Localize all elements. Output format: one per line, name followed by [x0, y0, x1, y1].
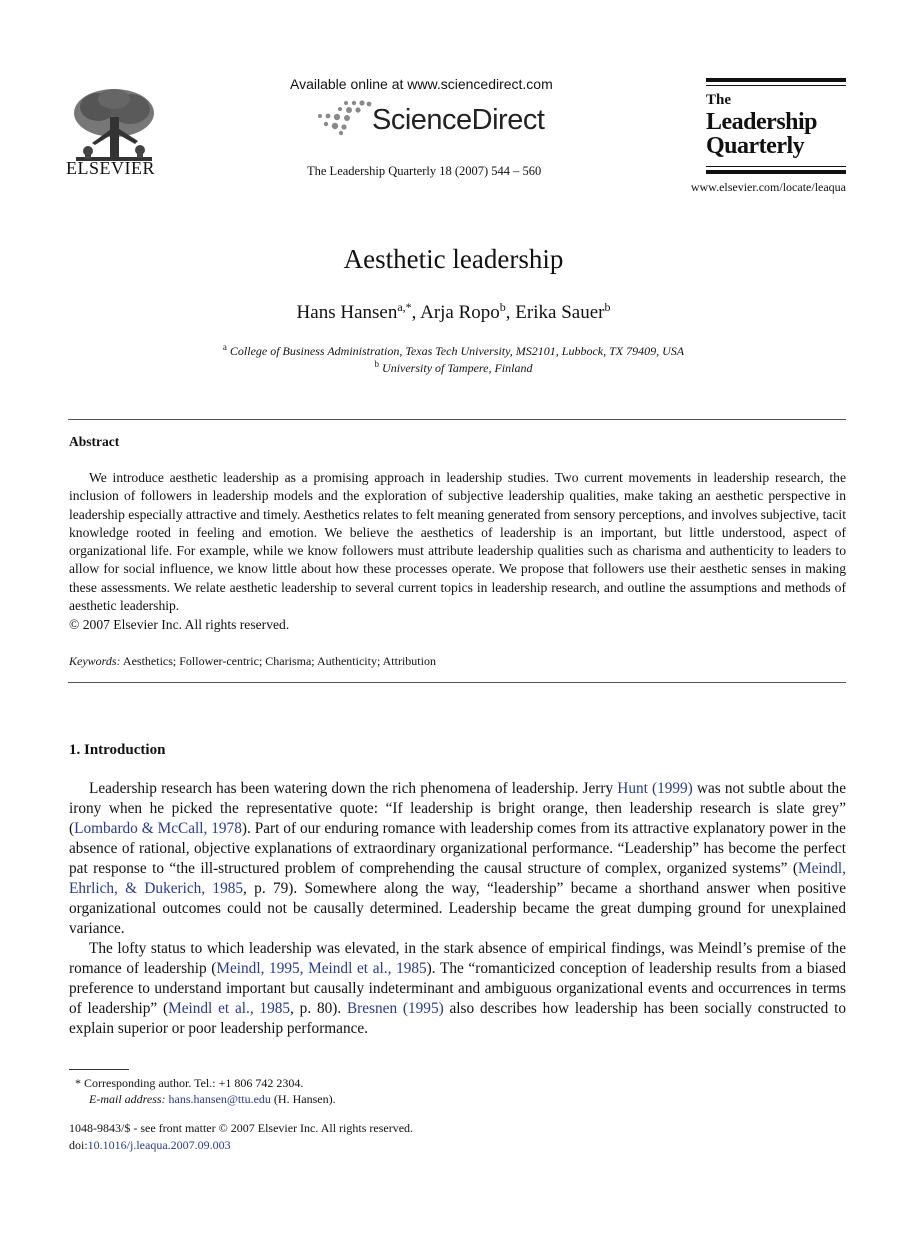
affil-marker: a — [222, 342, 227, 352]
journal-logo-rule — [706, 85, 846, 86]
doi-link[interactable]: 10.1016/j.leaqua.2007.09.003 — [87, 1138, 231, 1152]
text-run: also describes how leadership has been socially constructed to explain superior or poor leadership performance. — [69, 1000, 846, 1037]
journal-logo-rule — [706, 78, 846, 82]
author-name: Erika Sauer — [515, 302, 605, 323]
intro-body — [69, 779, 846, 1039]
journal-logo-rule — [706, 166, 846, 167]
article-title: Aesthetic leadership — [343, 244, 564, 274]
keywords-line — [69, 654, 436, 669]
keywords-list: Aesthetics; Follower-centric; Charisma; Authenticity; Attribution — [122, 654, 436, 668]
author-affil-marker[interactable]: b — [604, 300, 611, 314]
author-affil-marker[interactable]: a,* — [397, 300, 412, 314]
affiliation-b — [0, 359, 907, 376]
section-divider — [68, 682, 846, 683]
email-note — [89, 1092, 336, 1107]
abstract-copyright: © 2007 Elsevier Inc. All rights reserved. — [69, 617, 290, 632]
citation-link[interactable]: Meindl, 1995, Meindl et al., 1985 — [216, 960, 427, 977]
issn-line: 1048-9843/$ - see front matter © 2007 Elsevier Inc. All rights reserved. — [69, 1121, 414, 1135]
journal-title-logo — [706, 78, 846, 176]
affiliation-a — [0, 342, 907, 359]
corresponding-author-note: * Corresponding author. Tel.: +1 806 742 2304. — [75, 1076, 304, 1090]
text-run: was not subtle about the irony when he picked the representative quote: “If leadership is bright orange, then leadership research is slate grey” ( — [69, 780, 846, 837]
text-run: ). Part of our enduring romance with leadership comes from its attractive explanatory power in the absence of rational, objective explanations of extraordinary organizational performance. “Leadership” has become the perfect pat response to “the ill-structured problem of comprehending the causal structure of complex, organized systems” ( — [69, 820, 846, 877]
sciencedirect-dots-icon — [316, 100, 372, 136]
affil-text: College of Business Administration, Texas Tech University, MS2101, Lubbock, TX 79409, USA — [229, 344, 685, 358]
intro-paragraph-2 — [69, 939, 846, 1039]
doi-line — [69, 1138, 231, 1153]
publisher-wordmark: ELSEVIER — [66, 158, 155, 178]
abstract-heading: Abstract — [69, 434, 120, 449]
citation-link[interactable]: Bresnen (1995) — [346, 1000, 444, 1017]
author-name: Hans Hansen — [296, 302, 398, 323]
journal-logo-rule — [706, 170, 846, 174]
citation-link[interactable]: Hunt (1999) — [617, 780, 693, 797]
keywords-label: Keywords: — [69, 654, 121, 668]
affil-text: University of Tampere, Finland — [382, 361, 533, 375]
footnote-rule — [69, 1069, 129, 1070]
intro-paragraph-1 — [69, 779, 846, 939]
email-link[interactable]: hans.hansen@ttu.edu — [168, 1092, 271, 1106]
email-suffix: (H. Hansen). — [270, 1092, 336, 1106]
text-run: , p. 79). Somewhere along the way, “leadership” became a shorthand answer when positive organizational outcomes could not be causally determined. Leadership became the great dumping ground for unexplained variance. — [69, 880, 846, 937]
available-online-text[interactable]: Available online at www.sciencedirect.com — [290, 76, 553, 92]
text-run: The lofty status to which leadership was elevated, in the stark absence of empirical findings, was Meindl’s premise of the romance of leadership ( — [69, 940, 846, 977]
email-label: E-mail address: — [89, 1092, 166, 1106]
text-run: ). The “romanticized conception of leadership results from a biased preference to understand important but causally indeterminant and ambiguous organizational events and occurrences in terms of leadership” ( — [69, 960, 847, 1017]
abstract-text — [69, 469, 846, 615]
abstract-paragraph: We introduce aesthetic leadership as a promising approach in leadership studies. Two current movements in leadership research, the inclusion of followers in leadership models and the exploration of subjective leadership qualities, make taking an aesthetic perspective in leadership especially attractive and timely. Aesthetics relates to felt meaning generated from sensory perceptions, and involves subjective, tacit knowledge rooted in feeling and emotion. We believe the aesthetics of leadership is an important, but little understood, aspect of organizational life. For example, while we know followers must attribute leadership qualities such as charisma and authenticity to leaders to allow for social influence, we know little about how these processes operate. We propose that followers use their aesthetic senses in making these assessments. We relate aesthetic leadership to several current topics in leadership research, and outline the assumptions and methods of aesthetic leadership. — [69, 470, 846, 614]
citation-link[interactable]: Meindl, Ehrlich, & Dukerich, 1985 — [69, 860, 846, 897]
journal-citation: The Leadership Quarterly 18 (2007) 544 – 560 — [307, 164, 542, 178]
citation-link[interactable]: Lombardo & McCall, 1978 — [74, 820, 242, 837]
sciencedirect-wordmark[interactable]: ScienceDirect — [372, 104, 545, 136]
affil-marker: b — [374, 359, 380, 369]
section-divider — [68, 419, 846, 420]
doi-label: doi: — [69, 1138, 88, 1152]
journal-title-line2: Leadership — [706, 109, 818, 135]
section-heading: 1. Introduction — [69, 742, 166, 758]
text-run: , p. 80). — [290, 1000, 347, 1017]
journal-title-line1: The — [706, 92, 732, 108]
journal-title-line3: Quarterly — [706, 133, 805, 159]
citation-link[interactable]: Meindl et al., 1985 — [168, 1000, 291, 1017]
text-run: Leadership research has been watering down the rich phenomena of leadership. Jerry — [89, 780, 618, 797]
author-list: Hans Hansen$^{a,*}$, Arja Ropo$^b$, Erika Sauer$^b$ — [296, 300, 611, 323]
author-name: Arja Ropo — [420, 302, 500, 323]
journal-url-link[interactable]: www.elsevier.com/locate/leaqua — [690, 180, 846, 194]
author-affil-marker[interactable]: b — [499, 300, 506, 314]
